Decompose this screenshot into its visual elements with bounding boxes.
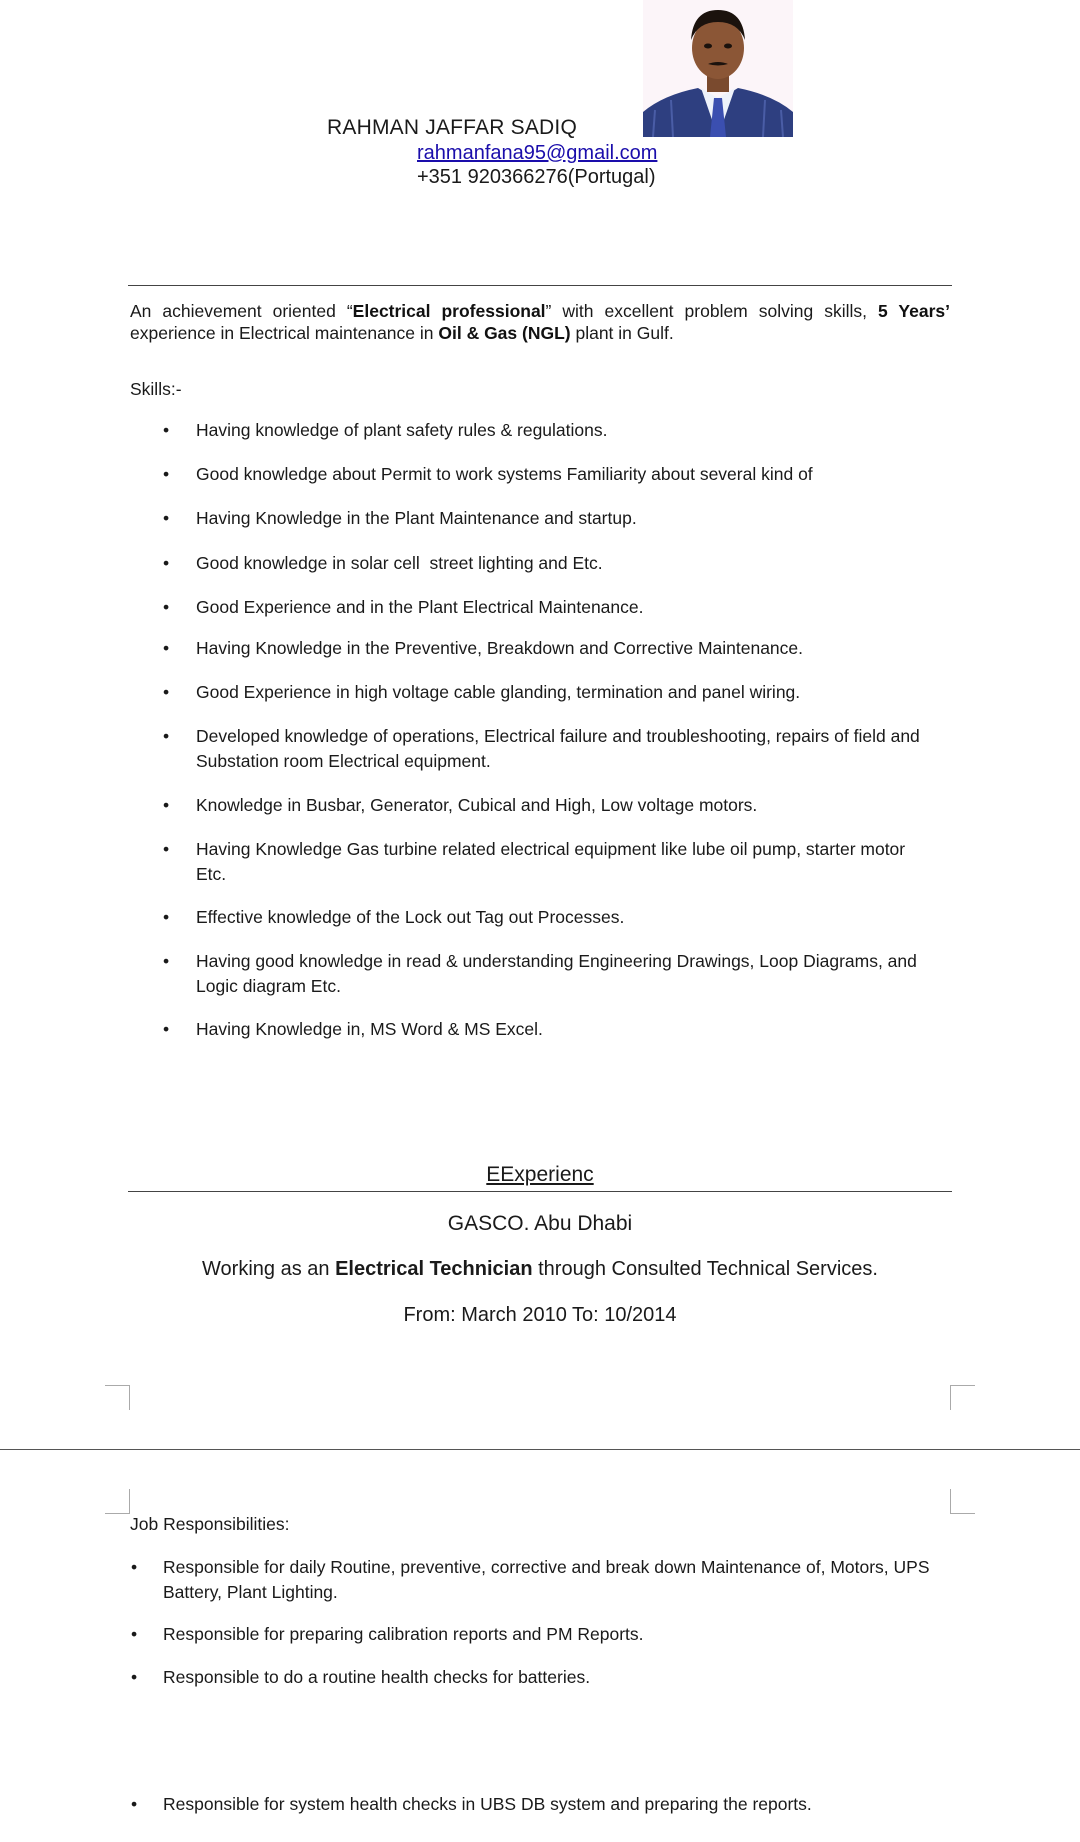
summary-text: ” with excellent problem solving skills, [545,301,878,321]
skill-item [163,636,963,662]
page-corner-mark [950,1385,975,1410]
summary-bold: Oil & Gas (NGL) [438,323,571,343]
summary-text: An achievement oriented “ [130,301,353,321]
bullet-icon: • [163,597,170,617]
page-corner-mark [105,1489,130,1514]
bullet-icon: • [163,682,170,702]
person-photo-icon [643,0,793,137]
role-title: Electrical Technician [335,1258,533,1280]
role-text: Working as an [202,1258,336,1280]
skill-text: Logic diagram Etc. [196,976,341,996]
phone-number: +351 920366276(Portugal) [417,166,656,188]
bullet-icon: • [131,1624,138,1644]
responsibility-item [131,1792,971,1818]
skill-item [163,551,963,577]
skill-text: Good knowledge about Permit to work systems Familiarity about several kind of [196,464,813,484]
skill-text: Having knowledge of plant safety rules & regulations. [196,420,608,440]
responsibility-text: Responsible for system health checks in UBS DB system and preparing the reports. [163,1794,812,1814]
skill-text: Substation room Electrical equipment. [196,751,491,771]
skill-item [163,680,963,706]
summary-bold: 5 Years’ [878,301,950,321]
skill-item [163,595,963,621]
bullet-icon: • [163,553,170,573]
skill-text: Knowledge in Busbar, Generator, Cubical and High, Low voltage motors. [196,795,758,815]
responsibility-text: Responsible to do a routine health checks for batteries. [163,1667,591,1687]
role-text: through Consulted Technical Services. [532,1258,878,1280]
responsibility-item [131,1622,971,1648]
summary-bold: Electrical professional [352,301,546,321]
page-corner-mark [950,1489,975,1514]
bullet-icon: • [163,638,170,658]
page-break-line [0,1449,1080,1450]
skill-item [163,837,963,887]
bullet-icon: • [131,1557,138,1577]
skill-text: Developed knowledge of operations, Electrical failure and troubleshooting, repairs of field and [196,726,920,746]
skill-text: Effective knowledge of the Lock out Tag out Processes. [196,907,625,927]
summary-text: plant in Gulf. [570,323,674,343]
profile-summary [130,300,950,344]
skill-item [163,418,963,444]
skill-text: Having Knowledge in the Plant Maintenance and startup. [196,508,637,528]
skill-item [163,905,963,931]
company-name: GASCO. Abu Dhabi [447,1212,633,1235]
bullet-icon: • [163,795,170,815]
bullet-icon: • [163,1019,170,1039]
skill-item [163,1017,963,1043]
skill-item [163,506,963,532]
skill-text: Etc. [196,864,227,884]
responsibility-text: Battery, Plant Lighting. [163,1582,338,1602]
responsibility-text: Responsible for daily Routine, preventive, corrective and break down Maintenance of, Motors, UPS [163,1557,930,1577]
skill-text: Having Knowledge in, MS Word & MS Excel. [196,1019,543,1039]
job-responsibilities-heading: Job Responsibilities: [130,1514,290,1534]
skill-item [163,793,963,819]
bullet-icon: • [131,1794,138,1814]
employment-period: From: March 2010 To: 10/2014 [403,1304,677,1326]
job-role-line [0,1258,1080,1281]
skill-item [163,949,963,999]
skill-item [163,462,963,488]
bullet-icon: • [163,951,170,971]
skill-text: Good Experience in high voltage cable glanding, termination and panel wiring. [196,682,801,702]
skill-text: Good Experience and in the Plant Electrical Maintenance. [196,597,644,617]
header-divider [128,285,952,286]
summary-text: experience in Electrical maintenance in [130,323,439,343]
responsibility-item [131,1555,971,1605]
candidate-name: RAHMAN JAFFAR SADIQ [327,116,577,139]
bullet-icon: • [163,907,170,927]
skill-text: Having Knowledge Gas turbine related electrical equipment like lube oil pump, starter motor [196,839,906,859]
experience-heading: EExperienc [486,1163,594,1186]
email-link[interactable]: rahmanfana95@gmail.com [417,142,658,164]
bullet-icon: • [163,839,170,859]
skill-text: Having Knowledge in the Preventive, Breakdown and Corrective Maintenance. [196,638,804,658]
responsibility-text: Responsible for preparing calibration reports and PM Reports. [163,1624,644,1644]
bullet-icon: • [163,420,170,440]
bullet-icon: • [131,1667,138,1687]
skill-text: Good knowledge in solar cell street lighting and Etc. [196,553,603,573]
skill-text: Having good knowledge in read & understanding Engineering Drawings, Loop Diagrams, and [196,951,917,971]
bullet-icon: • [163,508,170,528]
responsibility-item [131,1665,971,1691]
skill-item [163,724,963,774]
skills-heading: Skills:- [130,379,182,399]
experience-divider [128,1191,952,1192]
page-corner-mark [105,1385,130,1410]
bullet-icon: • [163,726,170,746]
profile-photo [643,0,793,137]
bullet-icon: • [163,464,170,484]
